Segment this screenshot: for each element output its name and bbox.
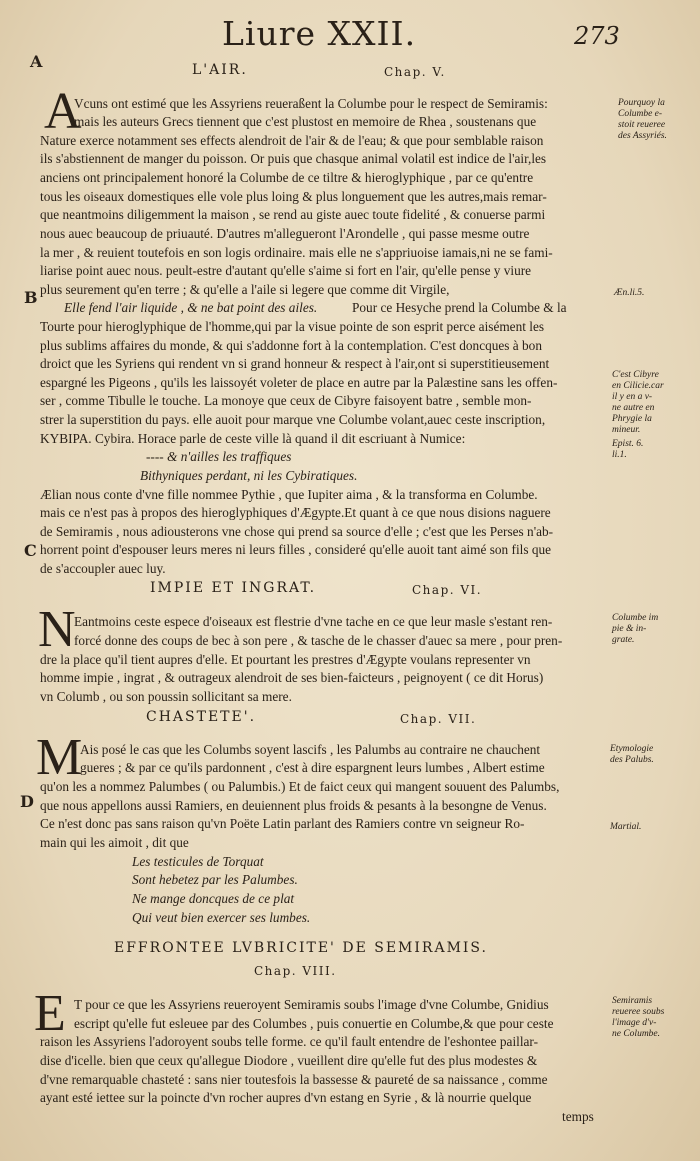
text-line: vn Columb , ou son poussin sollicitant sa mere.	[40, 689, 292, 704]
text-line: dre la place qu'il tient aupres d'elle. Et pourtant les prestres d'Ægypte voulans representer vn	[40, 652, 531, 667]
text-line: main qui les aimoit , dit que	[40, 835, 189, 850]
margin-note: Pourquoy la Columbe e- stoit reueree des Assyriés.	[618, 98, 667, 141]
text-line: que nous appellons aussi Ramiers, en deuiennent plus froids & pesants à la besongne de Venus.	[40, 798, 547, 813]
drop-cap: A	[44, 83, 82, 140]
text-line: horrent point d'espouser leurs meres ni leurs filles , consideré qu'elle auoit tant aimé son fils que	[40, 542, 552, 557]
text-line: tous les oiseaux domestiques elle vole plus loing & plus longuement que les autres,mais remar-	[40, 189, 547, 204]
text-line: d'vne remarquable chasteté : sans nier toutesfois la bassesse & paureté de sa naissance , comme	[40, 1072, 548, 1087]
chapter-7-number: Chap. VII.	[400, 712, 477, 726]
text-line: mais ce n'est pas à propos des hieroglyphiques d'Ægypte.Et quant à ce que nous disions naguere	[40, 505, 551, 520]
text-line: ayant esté iettee sur la poincte d'vn rocher aupres d'vn estang en Syrie , & là nourrie quelque	[40, 1090, 532, 1105]
text-line: homme impie , ingrat , & outrageux alendroit de ses bien-faicteurs , peignoyent ( ce dit Horus)	[40, 670, 544, 685]
text-line: strer la superstition du pays. elle auoit pour marque vne Columbe volant,auec ceste inscription,	[40, 412, 546, 427]
verse-line: Sont hebetez par les Palumbes.	[132, 872, 298, 887]
verse-line: Bithyniques perdant, ni les Cybiratiques.	[140, 468, 358, 483]
margin-note: C'est Cibyre en Cilicie.car il y en a v- ne autre en Phrygie la mineur.	[612, 370, 664, 435]
text-line: plus sublims affaires du monde, & qui s'addonne fort à la contemplation. C'est doncques à bon	[40, 338, 542, 353]
text-line: de s'accoupler auec luy.	[40, 561, 166, 576]
margin-note: Æn.li.5.	[614, 288, 645, 298]
text-line: que neantmoins diligemment la maison , se rend au giste auec toute fidelité , & conuerse parmi	[40, 207, 546, 222]
catchword: temps	[562, 1109, 594, 1124]
page-number: 273	[574, 22, 620, 50]
drop-cap: M	[36, 729, 83, 786]
text-line: la mer , & reuient toutefois en son logis ordinaire. mais elle ne s'appriuoise iamais,ni ne se fami-	[40, 245, 553, 260]
text-line: de Semiramis , nous adiousterons vne chose qui prend sa source d'elle ; c'est que les Perses n'ab-	[40, 524, 554, 539]
chapter-5-number: Chap. V.	[384, 65, 446, 79]
verse-line: Ne mange doncques de ce plat	[132, 891, 295, 906]
margin-letter-d: D	[20, 792, 34, 811]
text-line: ser , comme Tibulle le touche. La monoye que ceux de Cibyre faisoyent batre , semble mon-	[40, 393, 532, 408]
text-line: Tourte pour hieroglyphique de l'homme,qui par la visue pointe de son esprit perce aisément les	[40, 319, 545, 334]
verse-line: Qui veut bien exercer ses lumbes.	[132, 910, 311, 925]
verse-line: ---- & n'ailles les traffiques	[146, 449, 292, 464]
text-line: Ælian nous conte d'vne fille nommee Pythie , que Iupiter aima , & la transforma en Columbe.	[40, 487, 538, 502]
margin-letter-b: B	[24, 288, 38, 307]
text-line: Pour ce Hesyche prend la Columbe & la	[352, 300, 567, 315]
text-line: T pour ce que les Assyriens reueroyent Semiramis soubs l'image d'vne Columbe, Gnidius	[74, 997, 549, 1012]
text-line: nous auec beaucoup de priuauté. D'autres m'allegueront l'Arondelle , qui passe mesme outre	[40, 226, 530, 241]
margin-letter-c: C	[24, 541, 37, 560]
margin-letter-a: A	[30, 52, 43, 71]
text-line: Eantmoins ceste espece d'oiseaux est flestrie d'vne tache en ce que leur masle s'estant ren-	[74, 614, 553, 629]
text-line: Ais posé le cas que les Columbs soyent lascifs , les Palumbs au contraire ne chauchent	[80, 742, 541, 757]
margin-note: Epist. 6. li.1.	[612, 439, 644, 460]
text-line: dise d'icelle. bien que ceux qu'allegue Diodore , vueillent dire qu'elle fut des plus modestes &	[40, 1053, 538, 1068]
chapter-6-number: Chap. VI.	[412, 583, 483, 597]
drop-cap: E	[34, 985, 66, 1042]
chapter-5-title: L'AIR.	[192, 62, 248, 78]
drop-cap: N	[38, 601, 76, 658]
text-line: raison les Assyriens l'adoroyent soubs telle forme. ce qu'il fault entendre de l'eshontee paillar-	[40, 1034, 539, 1049]
text-line: ils s'abstiennent de manger du poisson. Or puis que chasque animal volatil est indice de l'air,les	[40, 151, 547, 166]
text-line: liarise point auec nous. peult-estre d'autant qu'elle s'aime si fort en l'air, qu'elle pense y viure	[40, 263, 532, 278]
text-line: forcé donne des coups de bec à son pere , & tasche de le chasser d'auec sa mere , pour pren-	[74, 633, 563, 648]
text-line: droict que les Syriens qui rendent vn si grand honneur & respect à l'air,ont si superstitieusement	[40, 356, 550, 371]
text-line: Nature exerce notamment ses effects alendroit de l'air & de l'eau; & que pour semblable raison	[40, 133, 544, 148]
chapter-8-number: Chap. VIII.	[254, 964, 337, 978]
chapter-7-title: CHASTETE'.	[146, 709, 257, 725]
text-line: mais les auteurs Grecs tiennent que c'est plustost en memoire de Rhea , soustenans que	[74, 114, 537, 129]
text-line: ΚΥΒΙΡΑ. Cybira. Horace parle de ceste ville là quand il dit escriuant à Numice:	[40, 431, 466, 446]
margin-note: Martial.	[610, 822, 642, 832]
text-line: qu'on les a nommez Palumbes ( ou Palumbis.) Et de faict ceux qui mangent souuent des Palumbs,	[40, 779, 560, 794]
text-line: anciens ont principalement honoré la Columbe de ce tiltre & hieroglyphique , par ce qu'entre	[40, 170, 534, 185]
verse-line: Elle fend l'air liquide , & ne bat point des ailes.	[64, 300, 318, 315]
running-title: Liure XXII.	[222, 14, 417, 53]
margin-note: Etymologie des Palubs.	[610, 744, 654, 765]
text-line: plus seurement qu'en terre ; & qu'elle a l'aile si legere que comme dit Virgile,	[40, 282, 450, 297]
chapter-6-title: IMPIE ET INGRAT.	[150, 580, 317, 596]
text-line: gueres ; & par ce qu'ils pardonnent , c'est à dire espargnent leurs lumbes , Albert estime	[80, 760, 545, 775]
text-line: escript qu'elle fut esleuee par des Columbes , puis conuertie en Columbe,& que pour ceste	[74, 1016, 554, 1031]
chapter-8-title: EFFRONTEE LVBRICITE' DE SEMIRAMIS.	[114, 940, 488, 956]
text-line: espargné les Pigeons , qu'ils les laissoyét voleter de place en autre par la Palæstine sans les offen-	[40, 375, 558, 390]
margin-note: Semiramis reueree soubs l'image d'v- ne Columbe.	[612, 996, 665, 1039]
margin-note: Columbe im pie & in- grate.	[612, 613, 659, 645]
verse-line: Les testicules de Torquat	[132, 854, 264, 869]
text-line: Ce n'est donc pas sans raison qu'vn Poëte Latin parlant des Ramiers contre vn seigneur Ro-	[40, 816, 525, 831]
text-line: Vcuns ont estimé que les Assyriens reueraßent la Columbe pour le respect de Semiramis:	[74, 96, 548, 111]
